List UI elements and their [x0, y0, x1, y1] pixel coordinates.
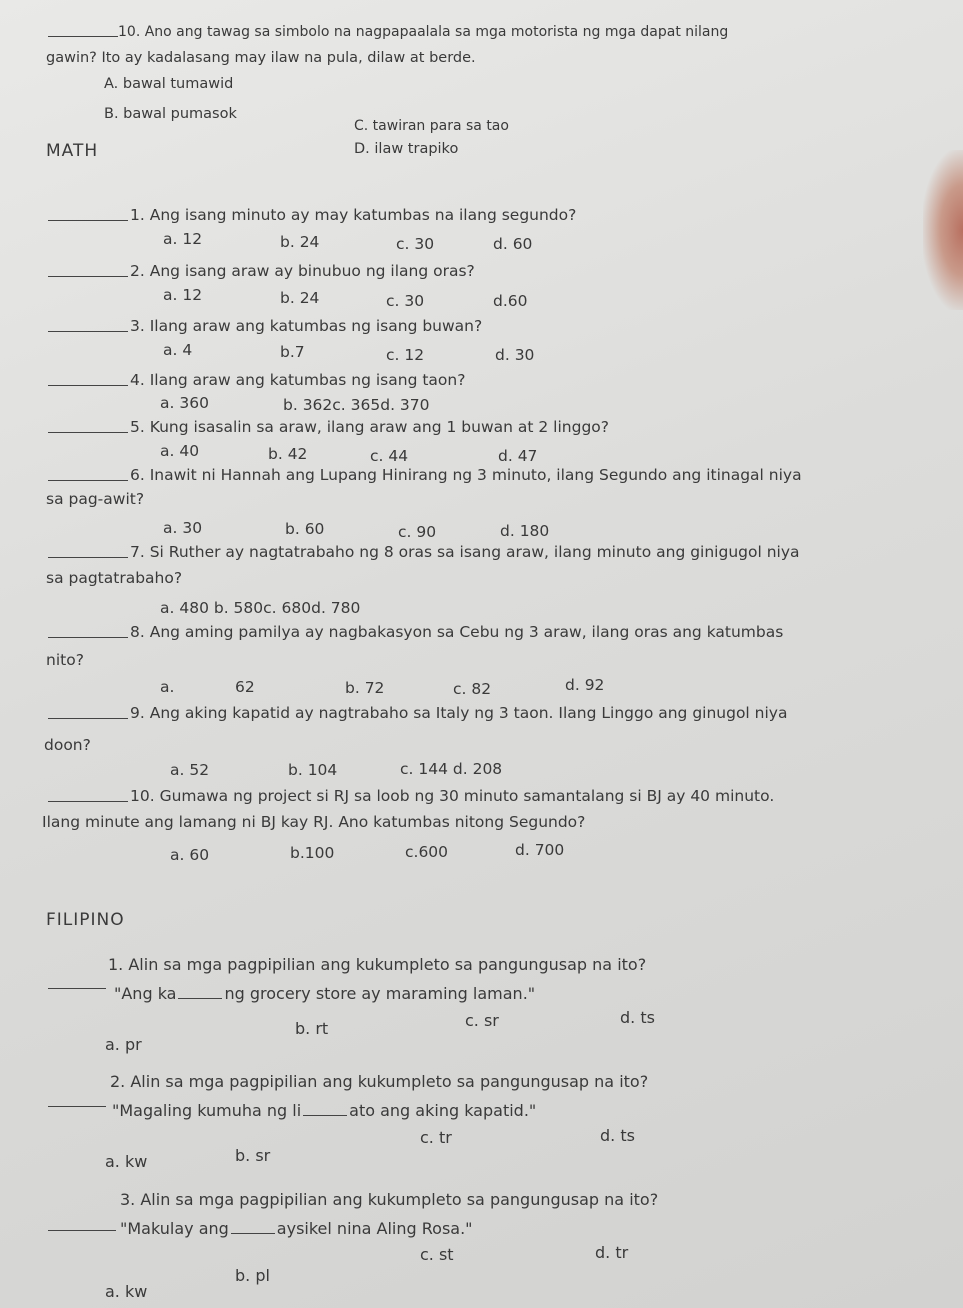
sentence-part: ng grocery store ay maraming laman." — [224, 984, 536, 1003]
question-text: 9. Ang aking kapatid ay nagtrabaho sa Italy ng 3 taon. Ilang Linggo ang ginugol niya — [130, 704, 788, 722]
answer-blank[interactable] — [48, 331, 128, 332]
option: a. kw — [105, 1282, 148, 1301]
question-text: 2. Alin sa mga pagpipilian ang kukumpleto sa pangungusap na ito? — [110, 1072, 649, 1091]
fill-sentence — [114, 984, 535, 1004]
sentence-part: "Ang ka — [114, 984, 177, 1003]
option: a. 12 — [163, 230, 203, 248]
option: B. bawal pumasok — [104, 106, 237, 122]
option: D. ilaw trapiko — [354, 141, 459, 157]
answer-blank[interactable] — [48, 801, 128, 802]
option: c. sr — [465, 1011, 499, 1030]
option: a. 60 — [170, 846, 210, 864]
option: a. 360 — [160, 394, 209, 412]
option: C. tawiran para sa tao — [354, 118, 509, 134]
answer-blank[interactable] — [48, 36, 118, 37]
answer-blank[interactable] — [48, 557, 128, 558]
question-text: 4. Ilang araw ang katumbas ng isang taon? — [130, 371, 466, 389]
question-text: 5. Kung isasalin sa araw, ilang araw ang 1 buwan at 2 linggo? — [130, 418, 609, 436]
sentence-part: "Magaling kumuha ng li — [112, 1101, 302, 1120]
option: a. pr — [105, 1035, 142, 1054]
answer-blank[interactable] — [48, 637, 128, 638]
option: b. 72 — [345, 679, 385, 697]
fill-sentence — [112, 1101, 536, 1121]
option: d. 47 — [498, 447, 538, 465]
option: b. pl — [235, 1266, 270, 1285]
option: a. 52 — [170, 761, 210, 779]
option: d. tr — [595, 1243, 629, 1262]
option: a. 30 — [163, 519, 203, 537]
option: c. 12 — [386, 346, 425, 364]
option: d.60 — [493, 292, 528, 310]
option: a. kw — [105, 1152, 148, 1171]
question-text-cont: doon? — [44, 736, 91, 754]
question-text: 1. Ang isang minuto ay may katumbas na ilang segundo? — [130, 206, 577, 224]
section-heading-filipino: FILIPINO — [46, 910, 125, 930]
option: b. 60 — [285, 520, 325, 538]
option: b. rt — [295, 1019, 329, 1038]
option: c. 144 d. 208 — [400, 760, 503, 778]
option: a. 480 b. 580c. 680d. 780 — [160, 599, 361, 617]
option: c. 30 — [386, 292, 425, 310]
answer-blank[interactable] — [48, 988, 106, 989]
fill-sentence — [120, 1219, 473, 1239]
option: b. 24 — [280, 289, 320, 307]
option: c.600 — [405, 843, 449, 861]
sentence-part: "Makulay ang — [120, 1219, 229, 1238]
option: b.100 — [290, 844, 335, 862]
option: d. 700 — [515, 841, 565, 859]
option: b.7 — [280, 343, 305, 361]
answer-blank[interactable] — [48, 385, 128, 386]
option: a. 4 — [163, 341, 193, 359]
option: d. 30 — [495, 346, 535, 364]
question-text-cont: sa pag-awit? — [46, 490, 145, 508]
question-text-cont: gawin? Ito ay kadalasang may ilaw na pula, dilaw at berde. — [46, 50, 476, 66]
answer-blank[interactable] — [48, 220, 128, 221]
question-text: 2. Ang isang araw ay binubuo ng ilang oras? — [130, 262, 475, 280]
question-text: 10. Gumawa ng project si RJ sa loob ng 30 minuto samantalang si BJ ay 40 minuto. — [130, 787, 775, 805]
option: b. 104 — [288, 761, 338, 779]
option: 62 — [235, 678, 255, 696]
option: c. tr — [420, 1128, 452, 1147]
sentence-part: aysikel nina Aling Rosa." — [276, 1219, 473, 1238]
option: c. st — [420, 1245, 454, 1264]
finger-edge — [923, 150, 963, 310]
option: a. 40 — [160, 442, 200, 460]
option: c. 44 — [370, 447, 409, 465]
option: c. 82 — [453, 680, 492, 698]
option: b. 362c. 365d. 370 — [283, 396, 430, 414]
option: c. 30 — [396, 235, 435, 253]
answer-blank[interactable] — [48, 480, 128, 481]
question-text: 6. Inawit ni Hannah ang Lupang Hinirang ng 3 minuto, ilang Segundo ang itinagal niya — [130, 466, 802, 484]
question-text: 10. Ano ang tawag sa simbolo na nagpapaalala sa mga motorista ng mga dapat nilang — [118, 24, 729, 40]
fill-blank[interactable] — [178, 998, 222, 999]
option: d. 60 — [493, 235, 533, 253]
question-text: 8. Ang aming pamilya ay nagbakasyon sa Cebu ng 3 araw, ilang oras ang katumbas — [130, 623, 784, 641]
option: d. ts — [620, 1008, 655, 1027]
answer-blank[interactable] — [48, 1106, 106, 1107]
question-text-cont: Ilang minute ang lamang ni BJ kay RJ. Ano katumbas nitong Segundo? — [42, 813, 586, 831]
option: b. 24 — [280, 233, 320, 251]
section-heading-math: MATH — [46, 141, 99, 161]
option: c. 90 — [398, 523, 437, 541]
question-text-cont: nito? — [46, 651, 84, 669]
answer-blank[interactable] — [48, 718, 128, 719]
answer-blank[interactable] — [48, 276, 128, 277]
answer-blank[interactable] — [48, 432, 128, 433]
option: d. 92 — [565, 676, 605, 694]
question-text-cont: sa pagtatrabaho? — [46, 569, 183, 587]
option: A. bawal tumawid — [104, 76, 234, 92]
question-text: 7. Si Ruther ay nagtatrabaho ng 8 oras sa isang araw, ilang minuto ang ginigugol niya — [130, 543, 800, 561]
option: d. ts — [600, 1126, 635, 1145]
option: b. 42 — [268, 445, 308, 463]
fill-blank[interactable] — [303, 1115, 347, 1116]
question-text: 3. Ilang araw ang katumbas ng isang buwan? — [130, 317, 483, 335]
answer-blank[interactable] — [48, 1230, 116, 1231]
question-text: 1. Alin sa mga pagpipilian ang kukumpleto sa pangungusap na ito? — [108, 955, 647, 974]
option: d. 180 — [500, 522, 550, 540]
option: a. 12 — [163, 286, 203, 304]
option: a. — [160, 678, 175, 696]
sentence-part: ato ang aking kapatid." — [349, 1101, 537, 1120]
question-text: 3. Alin sa mga pagpipilian ang kukumpleto sa pangungusap na ito? — [120, 1190, 659, 1209]
fill-blank[interactable] — [231, 1233, 275, 1234]
option: b. sr — [235, 1146, 271, 1165]
